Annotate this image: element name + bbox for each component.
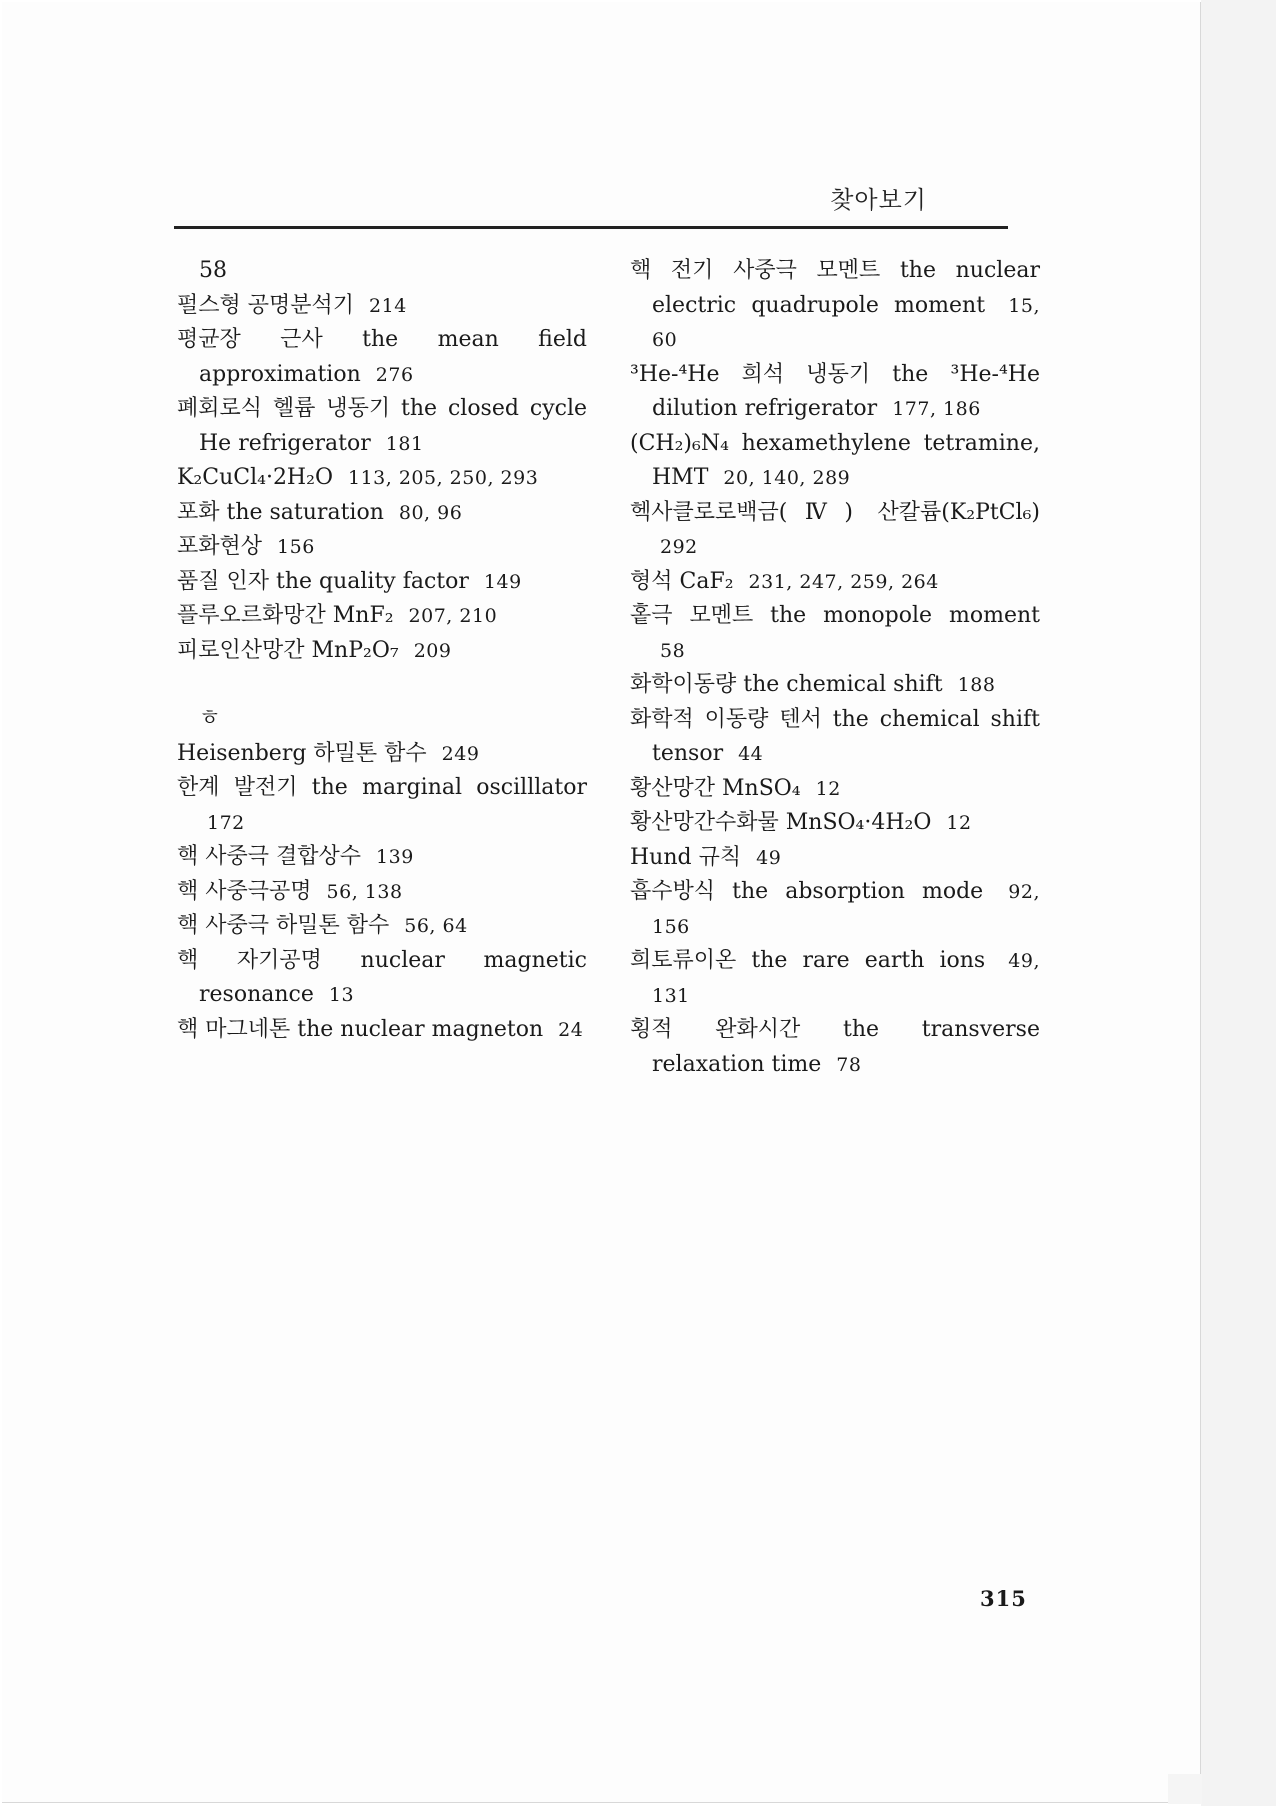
index-entry bbox=[630, 358, 1040, 427]
index-term: 핵 사중극공명 bbox=[177, 878, 312, 904]
index-term: 희토류이온 the rare earth ions bbox=[630, 948, 986, 973]
index-entry bbox=[177, 944, 587, 1013]
index-term: 평균장 근사 the mean field approximation bbox=[177, 327, 587, 387]
index-page-refs: 12 bbox=[815, 777, 841, 800]
index-term: 황산망간 MnSO₄ bbox=[630, 775, 801, 801]
index-entry bbox=[630, 599, 1040, 668]
index-term: Heisenberg 하밀톤 함수 bbox=[177, 740, 427, 766]
index-term: 58 bbox=[199, 258, 227, 283]
index-entry bbox=[177, 771, 587, 840]
index-entry bbox=[630, 1013, 1040, 1082]
running-head: 찾아보기 bbox=[830, 186, 927, 214]
index-column-right bbox=[630, 254, 1040, 1082]
index-term: 핵 자기공명 nuclear magnetic resonance bbox=[177, 947, 587, 1007]
index-term: 핵 전기 사중극 모멘트 the nuclear electric quadrupole moment bbox=[630, 258, 1040, 318]
index-page-refs: 56, 64 bbox=[404, 915, 468, 937]
index-entry bbox=[630, 772, 1040, 807]
index-entry bbox=[177, 289, 587, 324]
index-page-refs: 49 bbox=[756, 846, 782, 869]
index-term: K₂CuCl₄·2H₂O bbox=[177, 465, 333, 490]
index-page-refs: 209 bbox=[413, 639, 452, 662]
index-term: 헥사클로로백금(Ⅳ) 산칼륨(K₂PtCl₆) bbox=[630, 499, 1040, 525]
index-term: 핵 마그네톤 the nuclear magneton bbox=[177, 1016, 544, 1042]
index-column-left bbox=[177, 254, 587, 1047]
page-corner bbox=[1168, 1774, 1202, 1804]
index-page-refs: 172 bbox=[207, 811, 245, 834]
index-entry bbox=[630, 875, 1040, 944]
index-page-refs: 78 bbox=[836, 1053, 862, 1076]
index-term: Hund 규칙 bbox=[630, 844, 742, 870]
index-term: 폐회로식 헬륨 냉동기 the closed cycle He refrigerator bbox=[177, 396, 587, 456]
index-page-refs: 20, 140, 289 bbox=[723, 467, 851, 489]
index-entry bbox=[630, 841, 1040, 876]
index-page-refs: 15, 60 bbox=[652, 294, 1040, 351]
index-page-refs: 12 bbox=[946, 812, 972, 834]
index-page-refs: 24 bbox=[558, 1018, 584, 1041]
index-page-refs: 58 bbox=[660, 639, 686, 662]
index-entry bbox=[630, 254, 1040, 358]
index-entry bbox=[177, 1013, 587, 1048]
index-page-refs: 13 bbox=[328, 984, 355, 1006]
index-term: 펄스형 공명분석기 bbox=[177, 292, 355, 318]
index-entry bbox=[630, 944, 1040, 1013]
index-page-refs: 92, 156 bbox=[652, 881, 1040, 938]
index-entry bbox=[177, 599, 587, 634]
index-term: 황산망간수화물 MnSO₄·4H₂O bbox=[630, 810, 932, 835]
index-entry bbox=[177, 634, 587, 669]
index-entry bbox=[630, 703, 1040, 772]
book-page bbox=[2, 2, 1201, 1803]
index-term: 피로인산망간 MnP₂O₇ bbox=[177, 637, 399, 663]
viewer-gutter bbox=[1201, 0, 1276, 1806]
index-term: 핵 사중극 결합상수 bbox=[177, 844, 362, 869]
index-entry bbox=[177, 737, 587, 772]
index-section-heading: ㅎ bbox=[199, 706, 221, 731]
index-entry bbox=[177, 840, 587, 875]
index-page-refs: 44 bbox=[738, 743, 764, 765]
index-entry bbox=[177, 530, 587, 565]
index-page-refs: 276 bbox=[375, 363, 414, 386]
index-entry bbox=[630, 565, 1040, 600]
index-entry bbox=[177, 875, 587, 910]
index-entry bbox=[177, 392, 587, 461]
index-page-refs: 139 bbox=[376, 846, 414, 868]
index-page-refs: 181 bbox=[385, 432, 424, 455]
index-term: 플루오르화망간 MnF₂ bbox=[177, 603, 394, 628]
index-term: 한계 발전기 the marginal oscilllator bbox=[177, 775, 587, 800]
index-entry bbox=[177, 254, 587, 289]
index-term: 화학이동량 the chemical shift bbox=[630, 672, 943, 697]
index-page-refs: 80, 96 bbox=[398, 501, 463, 524]
index-page-refs: 156 bbox=[277, 536, 315, 558]
index-page-refs: 188 bbox=[957, 674, 996, 696]
index-page-refs: 292 bbox=[660, 536, 698, 558]
index-entry bbox=[177, 565, 587, 600]
index-entry bbox=[177, 461, 587, 496]
index-page-refs: 231, 247, 259, 264 bbox=[748, 570, 939, 593]
index-term: (CH₂)₆N₄ hexamethylene tetramine, HMT bbox=[630, 430, 1040, 490]
index-page-refs: 214 bbox=[369, 294, 407, 317]
index-term: 홑극 모멘트 the monopole moment bbox=[630, 603, 1040, 628]
index-page-refs: 56, 138 bbox=[326, 880, 403, 903]
index-term: 포화 the saturation bbox=[177, 499, 384, 525]
index-entry bbox=[630, 496, 1040, 565]
index-page-refs: 149 bbox=[483, 570, 522, 593]
index-term: 핵 사중극 하밀톤 함수 bbox=[177, 913, 390, 938]
page-number: 315 bbox=[980, 1586, 1027, 1611]
index-entry bbox=[630, 806, 1040, 841]
index-page-refs: 113, 205, 250, 293 bbox=[347, 467, 539, 489]
index-entry bbox=[630, 427, 1040, 496]
index-page-refs: 249 bbox=[441, 742, 480, 765]
index-term: 형석 CaF₂ bbox=[630, 568, 734, 594]
index-page-refs: 49, 131 bbox=[652, 950, 1040, 1007]
index-entry bbox=[177, 496, 587, 531]
index-term: 품질 인자 the quality factor bbox=[177, 568, 469, 594]
index-term: 포화현상 bbox=[177, 534, 263, 559]
index-term: ³He-⁴He 희석 냉동기 the ³He-⁴He dilution refrigerator bbox=[630, 361, 1040, 421]
index-term: 화학적 이동량 텐서 the chemical shift tensor bbox=[630, 706, 1040, 766]
index-page-refs: 207, 210 bbox=[408, 605, 498, 627]
index-page-refs: 177, 186 bbox=[892, 398, 981, 420]
index-entry bbox=[177, 323, 587, 392]
index-entry bbox=[630, 668, 1040, 703]
index-term: 흡수방식 the absorption mode bbox=[630, 879, 984, 904]
index-entry bbox=[177, 909, 587, 944]
header-rule bbox=[174, 226, 1008, 229]
index-term: 횡적 완화시간 the transverse relaxation time bbox=[630, 1017, 1040, 1077]
